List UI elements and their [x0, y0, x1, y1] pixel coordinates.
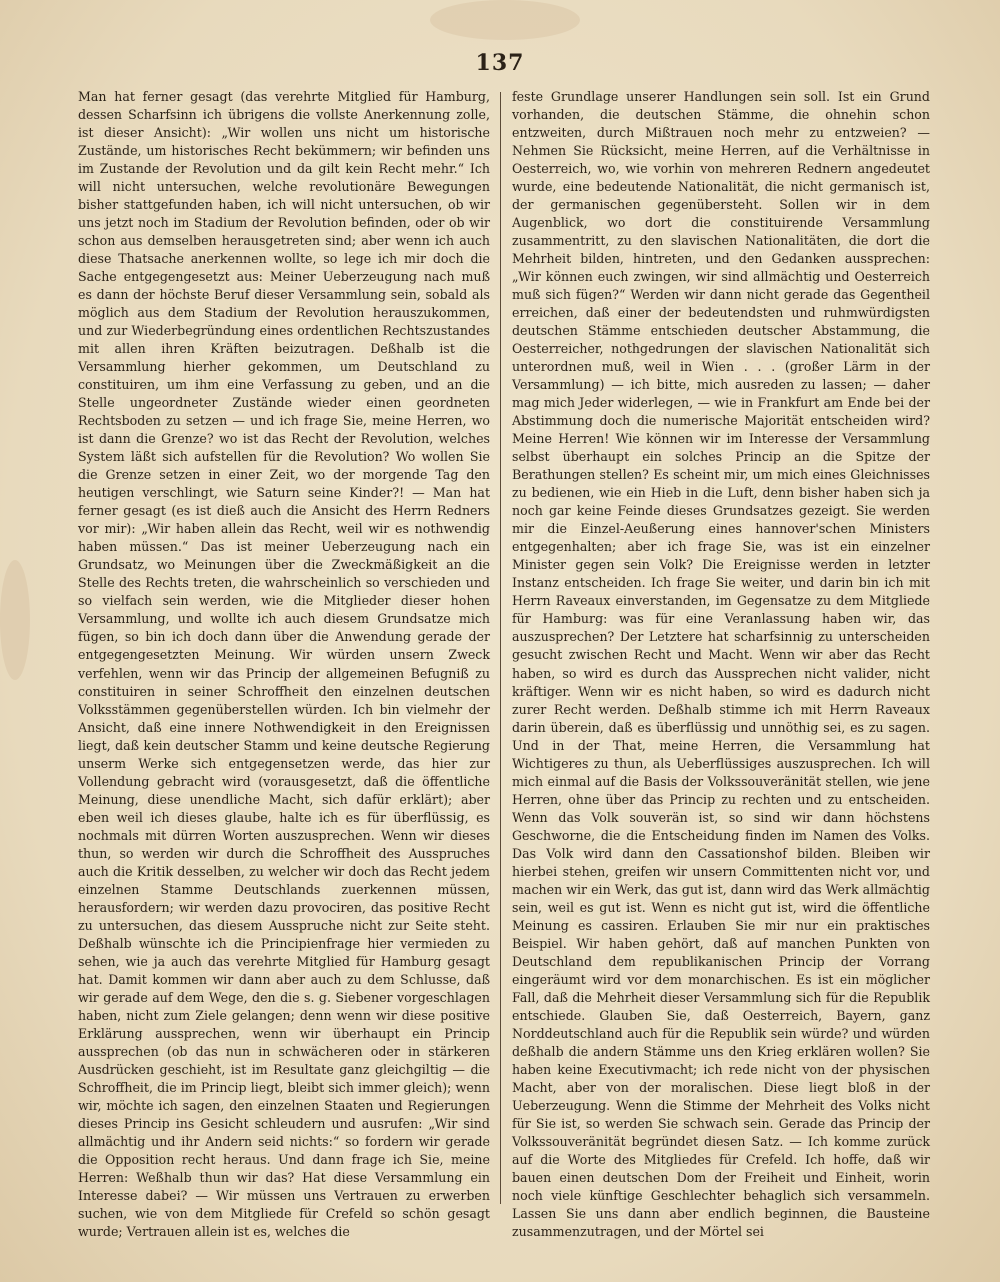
paragraph-left: Man hat ferner gesagt (das verehrte Mitglied für Hamburg, dessen Scharfsinn ich übrigens die vollste Anerkennung zolle, ist dieser Ansicht): „Wir wollen uns nicht um historische Zustände, um historisches Recht bekümmern; wir befinden uns im Zustande der Revolution und da gilt kein Recht mehr.“ Ich will nicht untersuchen, welche revolutionäre Bewegungen bisher stattgefunden haben, ich will nicht untersuchen, ob wir uns jetzt noch im Stadium der Revolution befinden, oder ob wir schon aus demselben herausgetreten sind; aber wenn ich auch diese Thatsache anerkennen wollte, so lege ich mir doch die Sache entgegengesetzt aus: Meiner Ueberzeugung nach muß es dann der höchste Beruf dieser Versammlung sein, sobald als möglich aus dem Stadium der Revolution herauszukommen, und zur Wiederbegründung eines ordentlichen Rechtszustandes mit allen ihren Kräften beizutragen. Deßhalb ist die Versammlung hierher gekommen, um Deutschland zu constituiren, um ihm eine Verfassung zu geben, und an die Stelle ungeordneter Zustände wieder einen geordneten Rechtsboden zu setzen — und ich frage Sie, meine Herren, wo ist dann die Grenze? wo ist das Recht der Revolution, welches System läßt sich aufstellen für die Revolution? Wo wollen Sie die Grenze setzen in einer Zeit, wo der morgende Tag den heutigen verschlingt, wie Saturn seine Kinder?! — Man hat ferner gesagt (es ist dieß auch die Ansicht des Herrn Redners vor mir): „Wir haben allein das Recht, weil wir es nothwendig haben müssen.“ Das ist meiner Ueberzeugung nach ein Grundsatz, wo Meinungen über die Zweckmäßigkeit an die Stelle des Rechts treten, die wahrscheinlich so verschieden und so vielfach sein werden, wie die Mitglieder dieser hohen Versammlung, und wollte ich auch diesem Grundsatze mich fügen, so bin ich doch dann über die Anwendung gerade der entgegengesetzten Meinung. Wir würden unsern Zweck verfehlen, wenn wir das Princip der allgemeinen Befugniß zu constituiren in seiner Schroffheit den einzelnen deutschen Volksstämmen gegenüberstellen würden. Ich bin vielmehr der Ansicht, daß eine innere Nothwendigkeit in den Ereignissen liegt, daß kein deutscher Stamm und keine deutsche Regierung unserm Werke sich entgegensetzen werde, das hier zur Vollendung gebracht wird (vorausgesetzt, daß die öffentliche Meinung, diese unendliche Macht, sich dafür erklärt); aber eben weil ich dieses glaube, halte ich es für überflüssig, es nochmals mit dürren Worten auszusprechen. Wenn wir dieses thun, so werden wir durch die Schroffheit des Ausspruches auch die Kritik desselben, zu welcher wir doch das Recht jedem einzelnen Stamme Deutschlands zuerkennen müssen, herausfordern; wir werden dazu provociren, das positive Recht zu untersuchen, das diesem Ausspruche nicht zur Seite steht. Deßhalb wünschte ich die Principienfrage hier vermieden zu sehen, wie ja auch das verehrte Mitglied für Hamburg gesagt hat. Damit kommen wir dann aber auch zu dem Schlusse, daß wir gerade auf dem Wege, den die s. g. Siebener vorgeschlagen haben, nicht zum Ziele gelangen; denn wenn wir diese positive Erklärung aussprechen, wenn wir überhaupt ein Princip aussprechen (ob das nun in schwächeren oder in stärkeren Ausdrücken geschieht, ist im Resultate ganz gleichgiltig — die Schroffheit, die im Princip liegt, bleibt sich immer gleich); wenn wir, möchte ich sagen, den einzelnen Staaten und Regierungen dieses Princip ins Gesicht schleudern und ausrufen: „Wir sind allmächtig und ihr Andern seid nichts:“ so fordern wir gerade die Opposition recht heraus. Und dann frage ich Sie, meine Herren: Weßhalb thun wir das? Hat diese Versammlung ein Interesse dabei? — Wir müssen uns Vertrauen zu erwerben suchen, wie von dem Mitgliede für Crefeld so schön gesagt wurde; Vertrauen allein ist es, welches die	[78, 89, 490, 1239]
paper-stain	[430, 0, 580, 40]
paper-stain	[0, 560, 30, 680]
paragraph-right: feste Grundlage unserer Handlungen sein soll. Ist ein Grund vorhanden, die deutschen Stämme, die ohnehin schon entzweiten, durch Mißtrauen noch mehr zu entzweien? — Nehmen Sie Rücksicht, meine Herren, auf die Verhältnisse in Oesterreich, wo, wie vorhin von mehreren Rednern angedeutet wurde, eine bedeutende Nationalität, die nicht germanisch ist, der germanischen gegenübersteht. Sollen wir in dem Augenblick, wo dort die constituirende Versammlung zusammentritt, zu den slavischen Nationalitäten, die dort die Mehrheit bilden, hintreten, und den Gedanken aussprechen: „Wir können euch zwingen, wir sind allmächtig und Oesterreich muß sich fügen?“ Werden wir dann nicht gerade das Gegentheil erreichen, daß einer der bedeutendsten und ruhmwürdigsten deutschen Stämme entschieden deutscher Abstammung, die Oesterreicher, nothgedrungen der slavischen Nationalität sich unterordnen muß, weil in Wien . . . (großer Lärm in der Versammlung) — ich bitte, mich ausreden zu lassen; — daher mag mich Jeder widerlegen, — wie in Frankfurt am Ende bei der Abstimmung doch die numerische Majorität entscheiden wird? Meine Herren! Wie können wir im Interesse der Versammlung selbst überhaupt ein solches Princip an die Spitze der Berathungen stellen? Es scheint mir, um mich eines Gleichnisses zu bedienen, wie ein Hieb in die Luft, denn bisher haben sich ja noch gar keine Feinde dieses Grundsatzes gezeigt. Sie werden mir die Einzel-Aeußerung eines hannover'schen Ministers entgegenhalten; aber ich frage Sie, was ist ein einzelner Minister gegen sein Volk? Die Ereignisse werden in letzter Instanz entscheiden. Ich frage Sie weiter, und darin bin ich mit Herrn Raveaux einverstanden, im Gegensatze zu dem Mitgliede für Hamburg: was für eine Veranlassung haben wir, das auszusprechen? Der Letztere hat scharfsinnig zu unterscheiden gesucht zwischen Recht und Macht. Wenn wir aber das Recht haben, so wird es durch das Aussprechen nicht valider, nicht kräftiger. Wenn wir es nicht haben, so wird es dadurch nicht zurer Recht werden. Deßhalb stimme ich mit Herrn Raveaux darin überein, daß es überflüssig und unnöthig sei, es zu sagen. Und in der That, meine Herren, die Versammlung hat Wichtigeres zu thun, als Ueberflüssiges auszusprechen. Ich will mich einmal auf die Basis der Volkssouveränität stellen, wie jene Herren, ohne über das Princip zu rechten und zu entscheiden. Wenn das Volk souverän ist, so sind wir dann höchstens Geschworne, die die Entscheidung finden im Namen des Volks. Das Volk wird dann den Cassationshof bilden. Bleiben wir hierbei stehen, greifen wir unsern Committenten nicht vor, und machen wir ein Werk, das gut ist, dann wird das Werk allmächtig sein, weil es gut ist. Wenn es nicht gut ist, wird die öffentliche Meinung es cassiren. Erlauben Sie mir nur ein praktisches Beispiel. Wir haben gehört, daß auf manchen Punkten von Deutschland dem republikanischen Princip der Vorrang eingeräumt wird vor dem monarchischen. Es ist ein möglicher Fall, daß die Mehrheit dieser Versammlung sich für die Republik entschiede. Glauben Sie, daß Oesterreich, Bayern, ganz Norddeutschland auch für die Republik sein würde? und würden deßhalb die andern Stämme uns den Krieg erklären wollen? Sie haben keine Executivmacht; ich rede nicht von der physischen Macht, aber von der moralischen. Diese liegt bloß in der Ueberzeugung. Wenn die Stimme der Mehrheit des Volks nicht für Sie ist, so werden Sie schwach sein. Gerade das Princip der Volkssouveränität begründet diesen Satz. — Ich komme zurück auf die Worte des Mitgliedes für Crefeld. Ich hoffe, daß wir bauen einen deutschen Dom der Freiheit und Einheit, worin noch viele künftige Geschlechter behaglich sich versammeln. Lassen Sie uns dann aber endlich beginnen, die Bausteine zusammenzutragen, und der Mörtel sei	[512, 89, 930, 1239]
text-column-left	[78, 88, 490, 1241]
page-number: 137	[475, 50, 525, 76]
column-divider	[500, 92, 501, 1204]
text-column-right	[512, 88, 930, 1241]
